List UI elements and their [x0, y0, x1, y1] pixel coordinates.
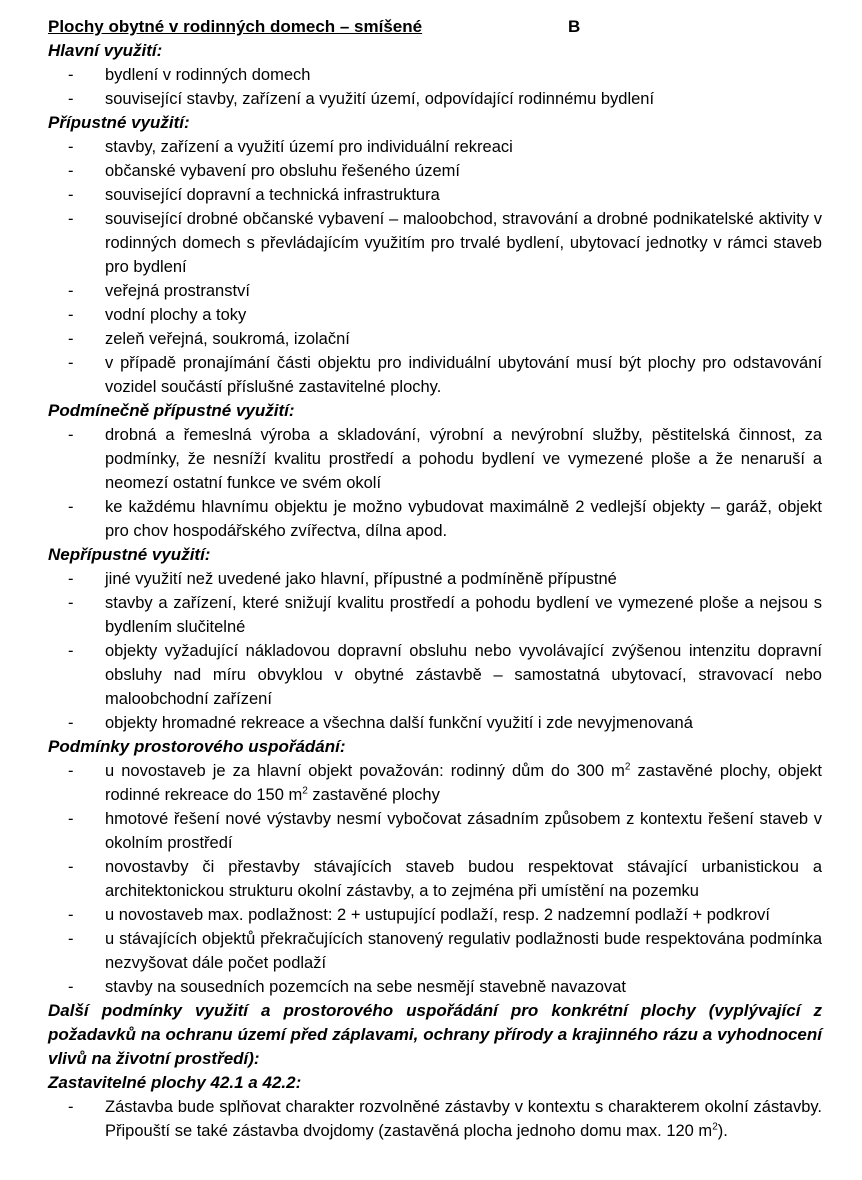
list-item-text: stavby, zařízení a využití území pro individuální rekreaci	[105, 138, 513, 156]
bullet-dash: -	[68, 138, 74, 156]
list-item-text: v případě pronajímání části objektu pro individuální ubytování musí být plochy pro odstavování vozidel součástí příslušné zastavitelné plochy.	[105, 354, 822, 396]
list-item	[48, 279, 822, 303]
list-item-text: zeleň veřejná, soukromá, izolační	[105, 330, 350, 348]
section-heading: Hlavní využití:	[48, 41, 163, 60]
list-item-text: stavby na sousedních pozemcích na sebe nesmějí stavebně navazovat	[105, 978, 626, 996]
list-item-text: bydlení v rodinných domech	[105, 66, 311, 84]
section-heading: Podmínečně přípustné využití:	[48, 401, 295, 420]
list-item-text: objekty vyžadující nákladovou dopravní obsluhu nebo vyvolávající zvýšenou intenzitu dopravní obsluhy nad míru obvyklou v obytné zástavbě – samostatná ubytovací, stravovací nebo maloobchodní zařízení	[105, 642, 822, 708]
bullet-dash: -	[68, 186, 74, 204]
sections	[48, 39, 822, 999]
title-text: Plochy obytné v rodinných domech – smíšené	[48, 17, 423, 36]
list-item-text: novostavby či přestavby stávajících staveb budou respektovat stávající urbanistickou a architektonickou strukturu okolní zástavby, a to zejména při umístění na pozemku	[105, 858, 822, 900]
document-title	[48, 15, 585, 39]
section-heading: Podmínky prostorového uspořádání:	[48, 737, 346, 756]
list-item	[48, 351, 822, 399]
list-item-text: u novostaveb je za hlavní objekt považován: rodinný dům do 300 $m^2$ zastavěné plochy, objekt rodinné rekreace do 150 $m^2$ zastavěné plochy	[105, 761, 822, 804]
section-list	[48, 63, 822, 111]
list-item	[48, 855, 822, 903]
list-item	[48, 567, 822, 591]
list-item	[48, 591, 822, 639]
bullet-dash: -	[68, 570, 74, 588]
list-item	[48, 87, 822, 111]
bullet-dash: -	[68, 978, 74, 996]
list-item-text: Zástavba bude splňovat charakter rozvolněné zástavby v kontextu s charakterem okolní zástavby. Připouští se také zástavba dvojdomy (zastavěná plocha jednoho domu max. 120 $m^2$).	[105, 1098, 822, 1140]
bullet-dash: -	[68, 1098, 74, 1116]
bullet-dash: -	[68, 210, 74, 228]
section-list	[48, 759, 822, 999]
list-item	[48, 63, 822, 87]
section-heading: Přípustné využití:	[48, 113, 190, 132]
list-item-text: ke každému hlavnímu objektu je možno vybudovat maximálně 2 vedlejší objekty – garáž, objekt pro chov hospodářského zvířectva, dílna apod.	[105, 498, 822, 540]
bullet-dash: -	[68, 642, 74, 660]
list-item	[48, 711, 822, 735]
final-list	[48, 1095, 822, 1143]
list-item	[48, 975, 822, 999]
section-list	[48, 135, 822, 399]
bullet-dash: -	[68, 714, 74, 732]
list-item	[48, 135, 822, 159]
bullet-dash: -	[68, 426, 74, 444]
list-item-text: stavby a zařízení, které snižují kvalitu prostředí a pohodu bydlení ve vymezené ploše a nejsou s bydlením slučitelné	[105, 594, 822, 636]
bullet-dash: -	[68, 66, 74, 84]
list-item	[48, 423, 822, 495]
list-item	[48, 495, 822, 543]
bullet-dash: -	[68, 906, 74, 924]
zone-code: B	[568, 17, 581, 36]
list-item-text: související stavby, zařízení a využití území, odpovídající rodinnému bydlení	[105, 90, 655, 108]
list-item-text: vodní plochy a toky	[105, 306, 247, 324]
list-item-text: objekty hromadné rekreace a všechna další funkční využití i zde nevyjmenovaná	[105, 714, 693, 732]
bullet-dash: -	[68, 498, 74, 516]
bullet-dash: -	[68, 594, 74, 612]
list-item	[48, 759, 822, 807]
list-item	[48, 183, 822, 207]
bullet-dash: -	[68, 762, 74, 780]
final-heading: Zastavitelné plochy 42.1 a 42.2:	[48, 1073, 302, 1092]
list-item	[48, 207, 822, 279]
list-item-text: hmotové řešení nové výstavby nesmí vybočovat zásadním způsobem z kontextu řešení staveb v okolním prostředí	[105, 810, 822, 852]
bullet-dash: -	[68, 162, 74, 180]
bullet-dash: -	[68, 90, 74, 108]
list-item	[48, 327, 822, 351]
bullet-dash: -	[68, 858, 74, 876]
list-item-text: u stávajících objektů překračujících stanovený regulativ podlažnosti bude respektována podmínka nezvyšovat dále počet podlaží	[105, 930, 822, 972]
section-list	[48, 423, 822, 543]
bullet-dash: -	[68, 354, 74, 372]
list-item	[48, 807, 822, 855]
list-item-text: u novostaveb max. podlažnost: 2 + ustupující podlaží, resp. 2 nadzemní podlaží + podkroví	[105, 906, 770, 924]
list-item	[48, 303, 822, 327]
list-item-text: jiné využití než uvedené jako hlavní, přípustné a podmíněně přípustné	[105, 570, 617, 588]
list-item	[48, 927, 822, 975]
section-heading: Nepřípustné využití:	[48, 545, 211, 564]
list-item	[48, 903, 822, 927]
additional-conditions-note: Další podmínky využití a prostorového uspořádání pro konkrétní plochy (vyplývající z požadavků na ochranu území před záplavami, ochrany přírody a krajinného rázu a vyhodnocení vlivů na životní prostředí):	[48, 1001, 822, 1068]
list-item-text: související drobné občanské vybavení – maloobchod, stravování a drobné podnikatelské aktivity v rodinných domech s převládajícím využitím pro trvalé bydlení, ubytovací jednotky v rámci staveb pro bydlení	[105, 210, 822, 276]
list-item-text: drobná a řemeslná výroba a skladování, výrobní a nevýrobní služby, pěstitelská činnost, za podmínky, že nesníží kvalitu prostředí a pohodu bydlení ve vymezené ploše a že nenaruší a neomezí ostatní funkce ve svém okolí	[105, 426, 822, 492]
list-item	[48, 639, 822, 711]
bullet-dash: -	[68, 306, 74, 324]
list-item	[48, 159, 822, 183]
list-item-text: občanské vybavení pro obsluhu řešeného území	[105, 162, 460, 180]
bullet-dash: -	[68, 930, 74, 948]
list-item-text: související dopravní a technická infrastruktura	[105, 186, 440, 204]
list-item	[48, 1095, 822, 1143]
bullet-dash: -	[68, 810, 74, 828]
list-item-text: veřejná prostranství	[105, 282, 250, 300]
bullet-dash: -	[68, 282, 74, 300]
bullet-dash: -	[68, 330, 74, 348]
section-list	[48, 567, 822, 735]
